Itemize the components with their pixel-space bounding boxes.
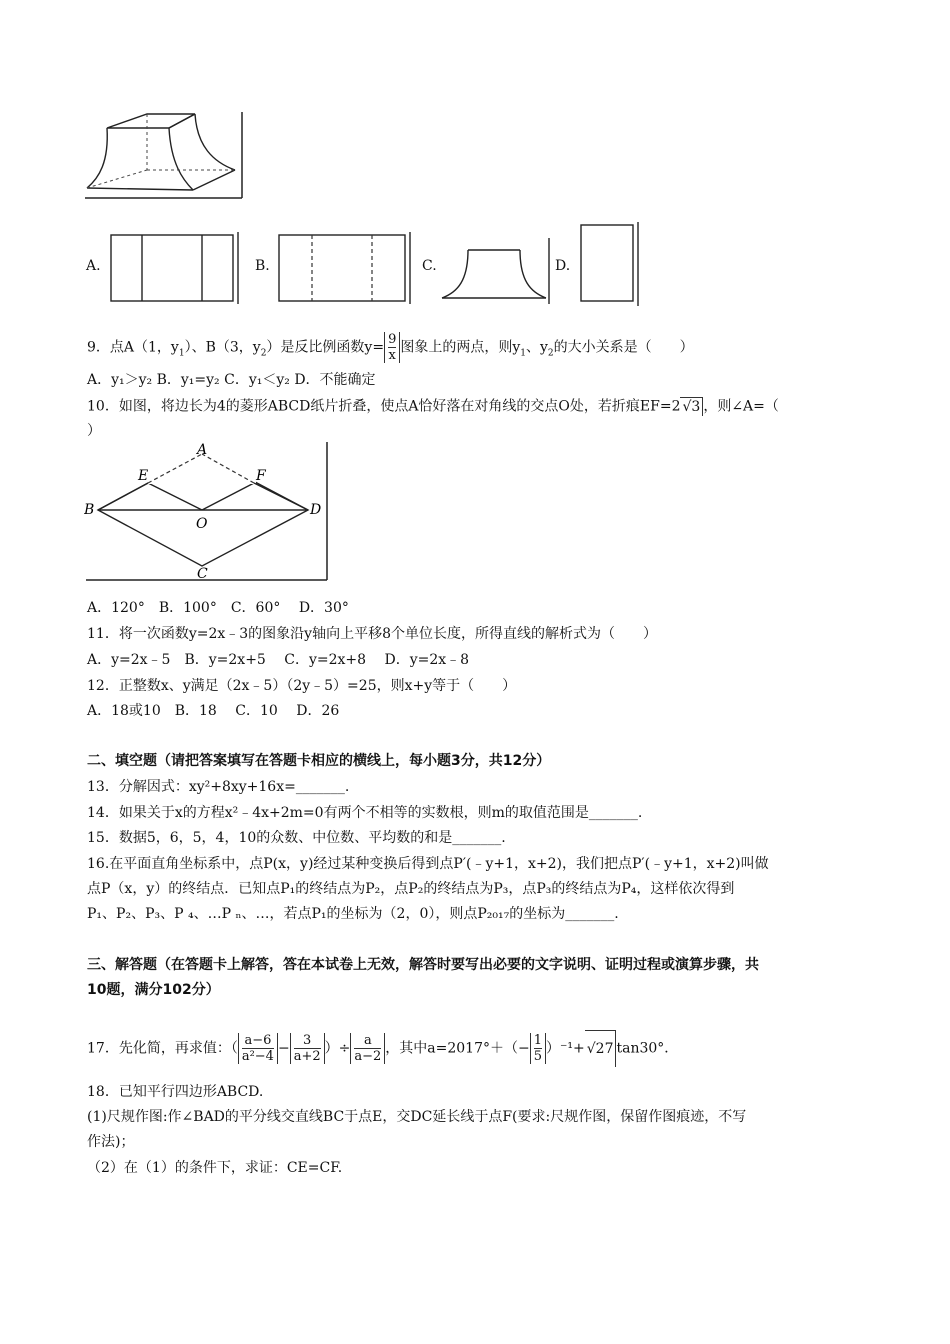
- section3-line2: 10题，满分102分）: [87, 982, 220, 998]
- label-d: D: [310, 502, 322, 518]
- q13-stem: 13．分解因式：xy²+8xy+16x=_______.: [87, 779, 350, 795]
- q14-stem: 14．如果关于x的方程x²﹣4x+2m=0有两个不相等的实数根，则m的取值范围是_______.: [87, 805, 643, 821]
- option-a-label: A.: [86, 258, 101, 274]
- section3-line1: 三、解答题（在答题卡上解答，答在本试卷上无效，解答时要写出必要的文字说明、证明过程或演算步骤，共: [87, 957, 759, 973]
- q16-line1: 16.在平面直角坐标系中，点P(x，y)经过某种变换后得到点P′(﹣y+1，x+2)，我们把点P′(﹣y+1，x+2)叫做: [87, 856, 769, 872]
- option-c-label: C.: [422, 258, 437, 274]
- q15-stem: 15．数据5，6，5，4，10的众数、中位数、平均数的和是_______.: [87, 830, 506, 846]
- q17-sqrt: √27: [585, 1030, 617, 1067]
- q17-frac4: $\frac{1}{5}$: [530, 1033, 546, 1064]
- label-e: E: [138, 468, 149, 484]
- option-b-figure: [276, 232, 412, 304]
- q18-line3: 作法)；: [87, 1134, 135, 1150]
- q11-options: A．y=2x﹣5 B．y=2x+5 C．y=2x+8 D．y=2x﹣8: [87, 652, 470, 668]
- q10-stem-line2: ）: [87, 423, 101, 439]
- q16-line3: P₁、P₂、P₃、P ₄、…P ₙ、…，若点P₁的坐标为（2，0），则点P₂₀₁₇的坐标为_______.: [87, 906, 619, 922]
- q9-options: A．y₁＞y₂ B．y₁=y₂ C．y₁＜y₂ D．不能确定: [87, 372, 376, 388]
- q11-stem: 11．将一次函数y=2x﹣3的图象沿y轴向上平移8个单位长度，所得直线的解析式为（ ）: [87, 626, 657, 642]
- q9-stem: 9．点A（1，$y_1$）、B（3，$y_2$）是反比例函数y= $\frac{9}{x}$ 图象上的两点，则$y_1$、$y_2$的大小关系是（ ）: [87, 332, 694, 363]
- option-d-label: D.: [555, 258, 571, 274]
- section2-title: 二、填空题（请把答案填写在答题卡相应的横线上，每小题3分，共12分）: [87, 753, 551, 769]
- rhombus-figure: [84, 440, 330, 584]
- label-o: O: [196, 516, 208, 532]
- q18-line2: (1)尺规作图:作∠BAD的平分线交直线BC于点E，交DC延长线于点F(要求:尺规作图，保留作图痕迹，不写: [87, 1109, 747, 1125]
- option-a-figure: [108, 232, 240, 304]
- q17-frac1: $\frac{a-6}{\text{a²−4}}$: [238, 1033, 278, 1064]
- q9-fraction: $\frac{9}{x}$: [384, 332, 400, 363]
- label-f: F: [256, 468, 266, 484]
- q10-options: A．120° B．100° C．60° D．30°: [87, 600, 349, 616]
- option-b-label: B.: [255, 258, 270, 274]
- q17-frac2: $\frac{3}{a+2}$: [290, 1033, 325, 1064]
- q17-frac3: $\frac{a}{a-2}$: [350, 1033, 385, 1064]
- solid-figure: [85, 112, 245, 202]
- label-c: C: [197, 566, 208, 582]
- q10-sqrt: √3: [680, 397, 703, 416]
- q12-stem: 12．正整数x、y满足（2x﹣5）（2y﹣5）=25，则x+y等于（ ）: [87, 678, 517, 694]
- label-b: B: [84, 502, 95, 518]
- option-d-figure: [578, 222, 640, 306]
- q10-stem: 10．如图，将边长为4的菱形ABCD纸片折叠，使点A恰好落在对角线的交点O处，若折痕EF=2 √3 ，则∠A=（: [87, 398, 779, 415]
- label-a: A: [197, 442, 208, 458]
- q17-stem: 17．先化简，再求值：（ $\frac{a-6}{\text{a²−4}}$ − $\frac{3}{a+2}$ ）÷ $\frac{a}{a-2}$ ，其中a=2017°＋（− $\frac{1}{5}$ ）⁻¹+ √27 tan30°．: [87, 1030, 678, 1067]
- q16-line2: 点P（x，y）的终结点．已知点P₁的终结点为P₂，点P₂的终结点为P₃，点P₃的终结点为P₄，这样依次得到: [87, 881, 735, 897]
- q12-options: A．18或10 B．18 C．10 D．26: [87, 703, 340, 719]
- q18-line1: 18．已知平行四边形ABCD.: [87, 1084, 264, 1100]
- q18-line4: （2）在（1）的条件下，求证：CE=CF.: [87, 1160, 343, 1176]
- option-c-figure: [440, 238, 552, 304]
